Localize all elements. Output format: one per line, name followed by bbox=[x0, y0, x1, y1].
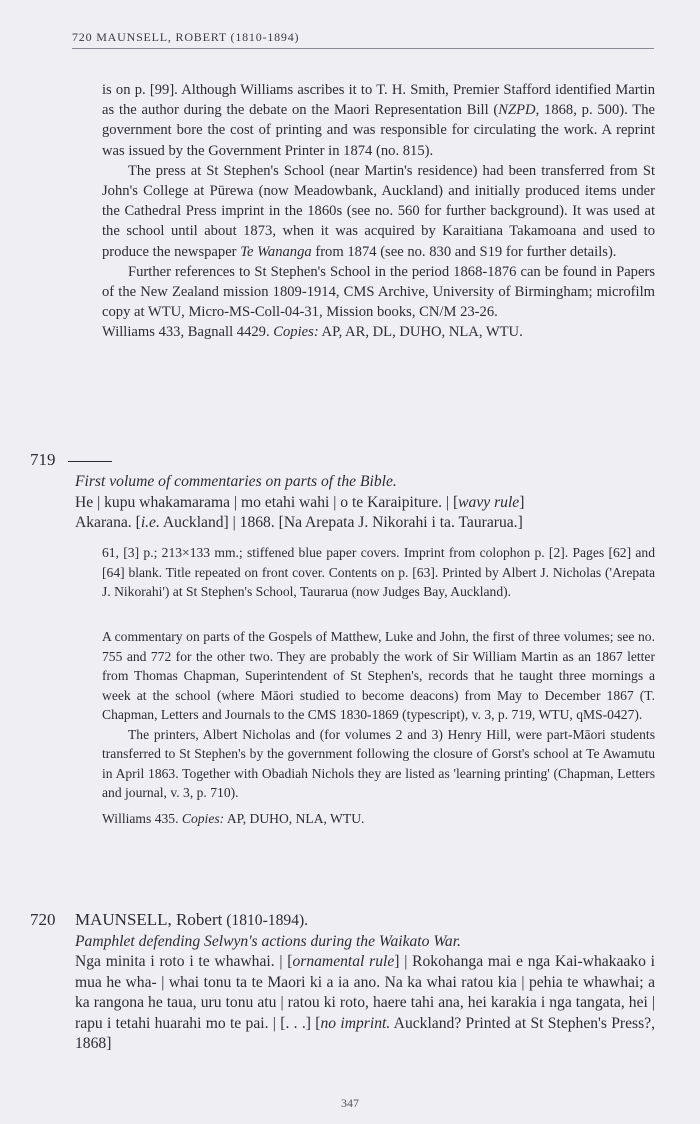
entry-number-720: 720 bbox=[30, 910, 56, 929]
note-paragraph: The printers, Albert Nicholas and (for volumes 2 and 3) Henry Hill, were part-Māori students transferred to St Stephen's by the government following the closure of Gorst's school at Te Awamutu in April 1863. Together with Obadiah Nichols they are listed as 'learning printing' (Chapman, Letters and journal, v. 3, p. 710). bbox=[102, 726, 655, 800]
references: Williams 433, Bagnall 4429. Copies: AP, AR, DL, DUHO, NLA, WTU. bbox=[102, 324, 523, 341]
note-paragraph: The press at St Stephen's School (near Martin's residence) had been transferred from St John's College at Pūrewa (now Meadowbank, Auckland) and initially produced items under the Cathedral Press imprint in the 1860s (see no. 560 for further background). It was used at the school until about 1873, when it was acquired by Karaitiana Takamoana and used to produce the newspaper Te Wananga from 1874 (see no. 830 and S19 for further details). bbox=[102, 162, 655, 260]
note-paragraph: Further references to St Stephen's School in the period 1868-1876 can be found in Papers of the New Zealand mission 1809-1914, CMS Archive, University of Birmingham; microfilm copy at WTU, Micro-MS-Coll-04-31, Mission books, CN/M 23-26. bbox=[102, 263, 655, 321]
author-heading: MAUNSELL, Robert (1810-1894). bbox=[75, 910, 309, 929]
entry-719-title bbox=[75, 472, 655, 534]
title-transcription: He | kupu whakamarama | mo etahi wahi | o te Karaipiture. | [wavy rule] bbox=[75, 493, 525, 511]
note-paragraph: is on p. [99]. Although Williams ascribes it to T. H. Smith, Premier Stafford identified Martin as the author during the debate on the Maori Representation Bill (NZPD, 1868, p. 500). The government bore the cost of printing and was responsible for circulating the work. A reprint was issued by the Government Printer in 1874 (no. 815). bbox=[102, 82, 655, 159]
entry-720-title bbox=[75, 910, 655, 1055]
imprint: Akarana. [i.e. Auckland] | 1868. [Na Arepata J. Nikorahi i ta. Taurarua.] bbox=[75, 514, 523, 531]
continued-notes bbox=[102, 80, 655, 343]
entry-number-719: 719 bbox=[30, 450, 112, 470]
author-dash bbox=[68, 461, 112, 462]
note-paragraph: A commentary on parts of the Gospels of Matthew, Luke and John, the first of three volumes; see no. 755 and 772 for the other two. They are probably the work of Sir William Martin as an 1867 letter from Thomas Chapman, Superintendent of St Stephen's, records that he taught three mornings a week at the school (where Māori studied to become deacons) from May to December 1867 (T. Chapman, Letters and Journals to the CMS 1830-1869 (typescript), v. 3, p. 719, WTU, qMS-0427). bbox=[102, 629, 655, 722]
entry-719-notes bbox=[102, 627, 655, 828]
title-transcription: Nga minita i roto i te whawhai. | [ornamental rule] | Rokohanga mai e nga Kai-whakaako i mua he wha- | whai tonu ta te Maori ki a ia ano. Na ka whai ratou kia | pehia te whawhai; a ka rangona he taua, uru tonu atu | ratou ki roto, haere tahi ana, hei karakia i nga tangata, hei | rapu i tetahi huarahi mo te pai. | [. . .] [no imprint. Auckland? Printed at St Stephen's Press?, 1868] bbox=[75, 953, 655, 1052]
references: Williams 435. Copies: AP, DUHO, NLA, WTU. bbox=[102, 810, 365, 826]
entry-title: Pamphlet defending Selwyn's actions during the Waikato War. bbox=[75, 932, 461, 950]
running-header: 720 MAUNSELL, ROBERT (1810-1894) bbox=[72, 30, 654, 49]
entry-title: First volume of commentaries on parts of the Bible. bbox=[75, 473, 397, 490]
page-number: 347 bbox=[341, 1096, 359, 1110]
collation: 61, [3] p.; 213×133 mm.; stiffened blue paper covers. Imprint from colophon p. [2]. Pages [62] and [64] blank. Title repeated on front cover. Contents on p. [63]. Printed by Albert J. Nicholas ('Arepata J. Nikorahi') at St Stephen's School, Taurarua (now Judges Bay, Auckland). bbox=[102, 545, 655, 599]
entry-719-description bbox=[102, 543, 655, 602]
